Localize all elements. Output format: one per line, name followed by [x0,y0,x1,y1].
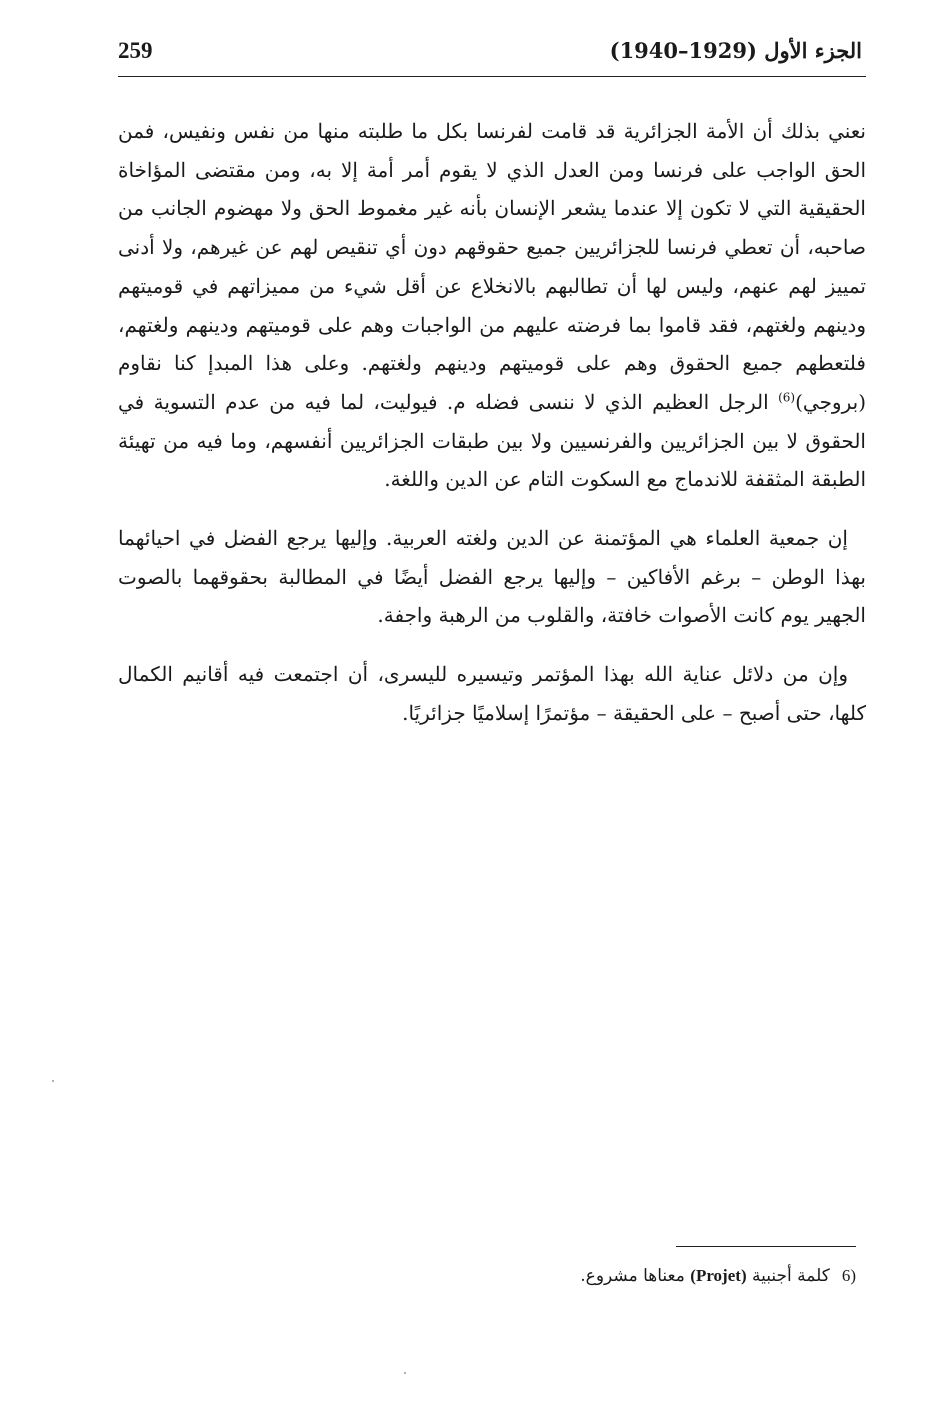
page-number: 259 [118,38,153,63]
footnote-latin-term: (Projet) [690,1266,747,1285]
footnote-text-b: معناها مشروع. [580,1266,691,1286]
body-text [118,112,866,753]
scan-speck [404,1372,406,1374]
footnote-text-a: كلمة أجنبية [746,1266,830,1286]
footnote-reference: (6) [778,390,796,405]
paragraph-1-text-b: الرجل العظيم الذي لا ننسى فضله م. فيوليت، لما فيه من عدم التسوية في الحقوق لا بين الجزائريين والفرنسيين ولا بين طبقات الجزائريين أنفسهم، وما فيه من تهيئة الطبقة المثقفة للاندماج مع السكوت التام عن الدين واللغة. [118,389,866,492]
footnote-number: 6) [841,1266,856,1285]
running-title: الجزء الأول (1929–1940) [609,38,862,63]
footnote-divider [676,1246,856,1247]
paragraph-2: إن جمعية العلماء هي المؤتمنة عن الدين ولغته العربية. وإليها يرجع الفضل في احيائهما بهذا الوطن – برغم الأفاكين – وإليها يرجع الفضل أيضًا في المطالبة بحقوقهما بالصوت الجهير يوم كانت الأصوات خافتة، والقلوب من الرهبة واجفة. [118,526,866,628]
paragraph-3: وإن من دلائل عناية الله بهذا المؤتمر وتيسيره لليسرى، أن اجتمعت فيه أقانيم الكمال كلها، حتى أصبح – على الحقيقة – مؤتمرًا إسلاميًا جزائريًا. [118,662,866,725]
page-header [118,36,866,77]
scan-speck [52,1080,54,1082]
paragraph-1 [118,112,866,499]
paragraph-1-text-a: نعني بذلك أن الأمة الجزائرية قد قامت لفرنسا بكل ما طلبته منها من نفس ونفيس، فمن الحق الواجب على فرنسا ومن العدل الذي لا يقوم أمر أمة إلا به، ومن مقتضى المؤاخاة الحقيقية التي لا تكون إلا عندما يشعر الإنسان بأنه غير مغموط الحق ولا مهضوم الجانب من صاحبه، أن تعطي فرنسا للجزائريين جميع حقوقهم دون أي تنقيص لهم عن غيرهم، ولا أدنى تمييز لهم عنهم، وليس لها أن تطالبهم بالانخلاع عن أقل شيء من مميزاتهم في قوميتهم ودينهم ولغتهم، فقد قاموا بما فرضته عليهم من الواجبات وهم على قوميتهم ودينهم ولغتهم، فلتعطهم جميع الحقوق وهم على قوميتهم ودينهم ولغتهم. وعلى هذا المبدإ كنا نقاوم (بروجي) [118,119,866,414]
footnote [156,1264,856,1288]
